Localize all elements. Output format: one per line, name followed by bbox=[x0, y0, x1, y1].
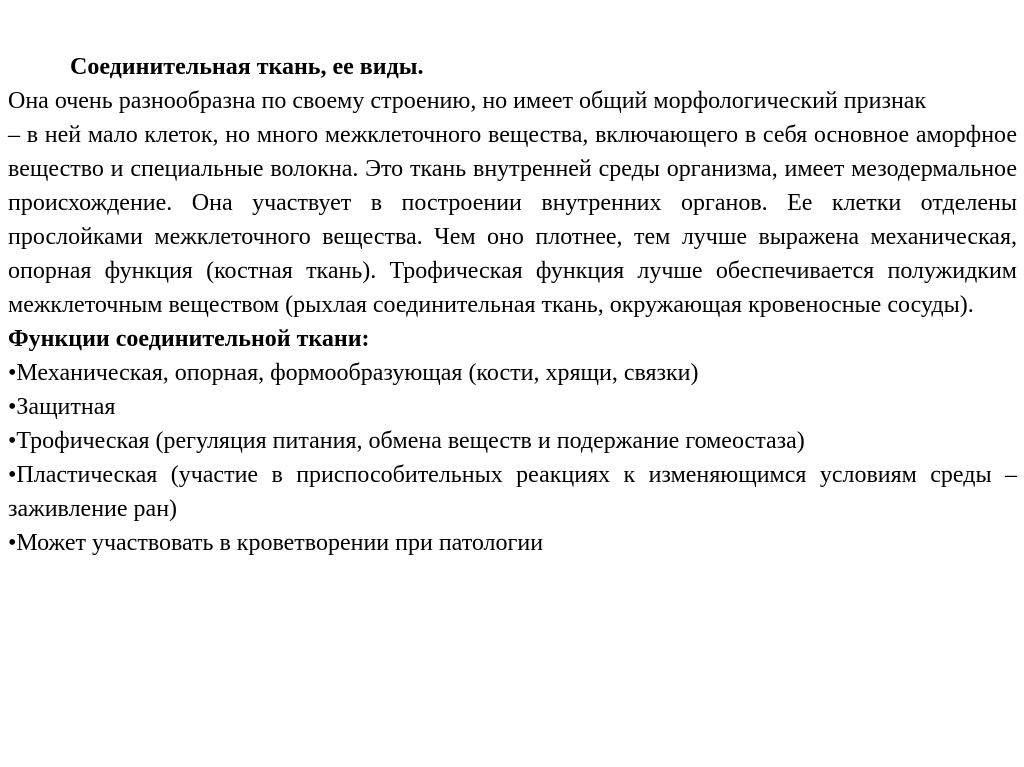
function-item-hematopoiesis: •Может участвовать в кроветворении при патологии bbox=[8, 530, 544, 556]
slide-content bbox=[8, 50, 1017, 560]
slide-title: Соединительная ткань, ее виды. bbox=[70, 54, 424, 80]
function-item-plastic: •Пластическая (участие в приспособительных реакциях к изменяющимся условиям среды – заживление ран) bbox=[8, 462, 1017, 522]
functions-heading: Функции соединительной ткани: bbox=[8, 326, 370, 352]
function-item-trophic: •Трофическая (регуляция питания, обмена веществ и подержание гомеостаза) bbox=[8, 428, 805, 454]
body-paragraph: – в ней мало клеток, но много межклеточного вещества, включающего в себя основное аморфное вещество и специальные волокна. Это ткань внутренней среды организма, имеет мезодермальное происхождение. Она участвует в построении внутренних органов. Ее клетки отделены прослойками межклеточного вещества. Чем оно плотнее, тем лучше выражена механическая, опорная функция (костная ткань). Трофическая функция лучше обеспечивается полужидким межклеточным веществом (рыхлая соединительная ткань, окружающая кровеносные сосуды). bbox=[8, 122, 1017, 318]
function-item-mechanical: •Механическая, опорная, формообразующая (кости, хрящи, связки) bbox=[8, 360, 699, 386]
function-item-protective: •Защитная bbox=[8, 394, 116, 420]
intro-paragraph: Она очень разнообразна по своему строению, но имеет общий морфологический признак bbox=[8, 88, 927, 114]
